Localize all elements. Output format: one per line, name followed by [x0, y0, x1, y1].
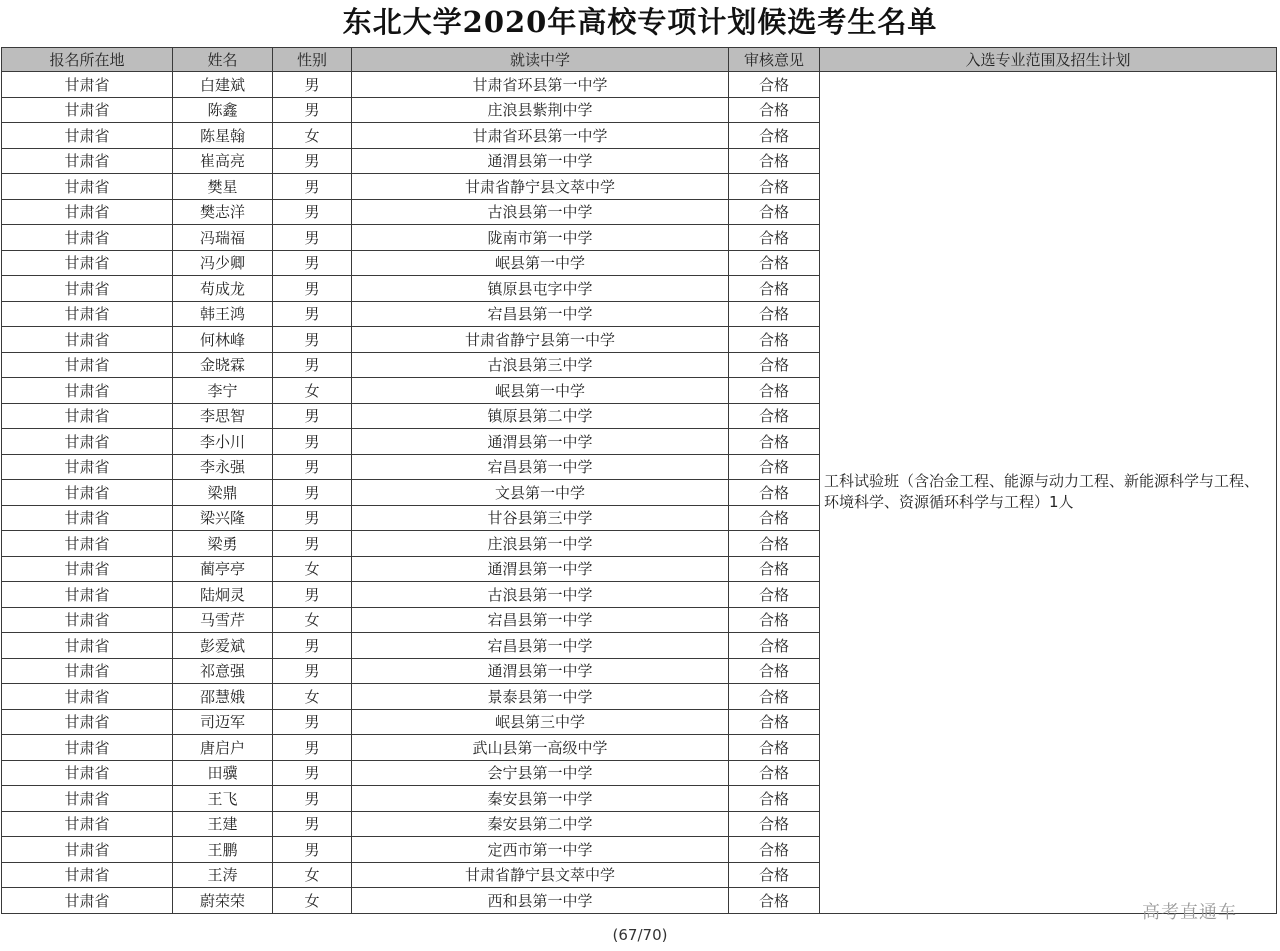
cell-name: 韩王鸿	[173, 301, 273, 327]
cell-school: 古浪县第一中学	[352, 199, 729, 225]
cell-location: 甘肃省	[2, 607, 173, 633]
cell-school: 通渭县第一中学	[352, 429, 729, 455]
cell-location: 甘肃省	[2, 454, 173, 480]
cell-location: 甘肃省	[2, 556, 173, 582]
cell-gender: 男	[273, 633, 352, 659]
cell-gender: 男	[273, 658, 352, 684]
cell-location: 甘肃省	[2, 531, 173, 557]
cell-review: 合格	[729, 658, 820, 684]
candidate-table	[1, 47, 1277, 914]
cell-name: 崔高亮	[173, 148, 273, 174]
cell-school: 宕昌县第一中学	[352, 607, 729, 633]
cell-gender: 女	[273, 684, 352, 710]
cell-location: 甘肃省	[2, 888, 173, 914]
cell-location: 甘肃省	[2, 148, 173, 174]
cell-school: 甘肃省静宁县文萃中学	[352, 174, 729, 200]
cell-plan: 工科试验班（含冶金工程、能源与动力工程、新能源科学与工程、环境科学、资源循环科学与工程）1人	[820, 72, 1277, 914]
cell-name: 王鹏	[173, 837, 273, 863]
cell-name: 陈星翰	[173, 123, 273, 149]
cell-location: 甘肃省	[2, 862, 173, 888]
cell-name: 冯瑞福	[173, 225, 273, 251]
page-title: 东北大学2020年高校专项计划候选考生名单	[342, 5, 938, 39]
cell-name: 马雪芹	[173, 607, 273, 633]
cell-gender: 男	[273, 429, 352, 455]
cell-review: 合格	[729, 531, 820, 557]
cell-name: 白建斌	[173, 72, 273, 98]
cell-review: 合格	[729, 607, 820, 633]
cell-gender: 女	[273, 888, 352, 914]
cell-gender: 女	[273, 378, 352, 404]
cell-gender: 男	[273, 276, 352, 302]
cell-review: 合格	[729, 684, 820, 710]
cell-school: 岷县第一中学	[352, 250, 729, 276]
cell-gender: 男	[273, 225, 352, 251]
cell-name: 唐启户	[173, 735, 273, 761]
cell-gender: 男	[273, 454, 352, 480]
header-gender: 性别	[273, 48, 352, 72]
table-row	[2, 72, 1277, 98]
header-location: 报名所在地	[2, 48, 173, 72]
cell-review: 合格	[729, 888, 820, 914]
cell-review: 合格	[729, 352, 820, 378]
cell-gender: 女	[273, 862, 352, 888]
cell-school: 西和县第一中学	[352, 888, 729, 914]
cell-school: 宕昌县第一中学	[352, 454, 729, 480]
cell-review: 合格	[729, 811, 820, 837]
cell-name: 苟成龙	[173, 276, 273, 302]
cell-review: 合格	[729, 97, 820, 123]
cell-location: 甘肃省	[2, 505, 173, 531]
cell-location: 甘肃省	[2, 403, 173, 429]
cell-review: 合格	[729, 454, 820, 480]
cell-gender: 男	[273, 480, 352, 506]
cell-name: 梁鼎	[173, 480, 273, 506]
cell-location: 甘肃省	[2, 429, 173, 455]
cell-gender: 男	[273, 148, 352, 174]
page-number: (67/70)	[612, 926, 668, 944]
cell-school: 武山县第一高级中学	[352, 735, 729, 761]
cell-name: 樊星	[173, 174, 273, 200]
cell-gender: 男	[273, 811, 352, 837]
cell-gender: 男	[273, 352, 352, 378]
cell-review: 合格	[729, 199, 820, 225]
cell-review: 合格	[729, 480, 820, 506]
cell-school: 宕昌县第一中学	[352, 633, 729, 659]
cell-gender: 男	[273, 786, 352, 812]
cell-school: 甘肃省环县第一中学	[352, 123, 729, 149]
cell-location: 甘肃省	[2, 760, 173, 786]
cell-review: 合格	[729, 760, 820, 786]
cell-gender: 男	[273, 735, 352, 761]
cell-gender: 男	[273, 837, 352, 863]
cell-review: 合格	[729, 250, 820, 276]
cell-review: 合格	[729, 123, 820, 149]
cell-location: 甘肃省	[2, 709, 173, 735]
cell-name: 金晓霖	[173, 352, 273, 378]
cell-review: 合格	[729, 72, 820, 98]
cell-location: 甘肃省	[2, 658, 173, 684]
cell-location: 甘肃省	[2, 72, 173, 98]
header-school: 就读中学	[352, 48, 729, 72]
cell-location: 甘肃省	[2, 276, 173, 302]
cell-school: 秦安县第一中学	[352, 786, 729, 812]
cell-review: 合格	[729, 633, 820, 659]
cell-review: 合格	[729, 403, 820, 429]
cell-review: 合格	[729, 735, 820, 761]
header-plan: 入选专业范围及招生计划	[820, 48, 1277, 72]
cell-location: 甘肃省	[2, 199, 173, 225]
cell-school: 岷县第一中学	[352, 378, 729, 404]
cell-location: 甘肃省	[2, 811, 173, 837]
cell-name: 王建	[173, 811, 273, 837]
cell-review: 合格	[729, 174, 820, 200]
cell-gender: 男	[273, 250, 352, 276]
cell-location: 甘肃省	[2, 378, 173, 404]
cell-gender: 男	[273, 301, 352, 327]
cell-review: 合格	[729, 429, 820, 455]
cell-name: 田骥	[173, 760, 273, 786]
cell-name: 李思智	[173, 403, 273, 429]
cell-location: 甘肃省	[2, 582, 173, 608]
cell-school: 通渭县第一中学	[352, 556, 729, 582]
cell-school: 岷县第三中学	[352, 709, 729, 735]
cell-name: 蔺亭亭	[173, 556, 273, 582]
cell-gender: 男	[273, 199, 352, 225]
cell-school: 镇原县屯字中学	[352, 276, 729, 302]
cell-gender: 男	[273, 174, 352, 200]
cell-location: 甘肃省	[2, 480, 173, 506]
cell-name: 陈鑫	[173, 97, 273, 123]
cell-name: 梁勇	[173, 531, 273, 557]
cell-gender: 男	[273, 709, 352, 735]
cell-name: 彭爱斌	[173, 633, 273, 659]
cell-school: 庄浪县第一中学	[352, 531, 729, 557]
cell-location: 甘肃省	[2, 174, 173, 200]
cell-school: 陇南市第一中学	[352, 225, 729, 251]
cell-gender: 女	[273, 123, 352, 149]
cell-name: 王涛	[173, 862, 273, 888]
cell-location: 甘肃省	[2, 301, 173, 327]
cell-name: 樊志洋	[173, 199, 273, 225]
cell-name: 陆炯灵	[173, 582, 273, 608]
cell-school: 会宁县第一中学	[352, 760, 729, 786]
cell-gender: 男	[273, 327, 352, 353]
cell-location: 甘肃省	[2, 225, 173, 251]
header-name: 姓名	[173, 48, 273, 72]
cell-location: 甘肃省	[2, 684, 173, 710]
cell-review: 合格	[729, 786, 820, 812]
cell-location: 甘肃省	[2, 327, 173, 353]
cell-gender: 男	[273, 97, 352, 123]
cell-name: 王飞	[173, 786, 273, 812]
cell-school: 甘肃省环县第一中学	[352, 72, 729, 98]
cell-name: 何林峰	[173, 327, 273, 353]
cell-review: 合格	[729, 837, 820, 863]
cell-location: 甘肃省	[2, 352, 173, 378]
cell-location: 甘肃省	[2, 837, 173, 863]
cell-location: 甘肃省	[2, 633, 173, 659]
cell-location: 甘肃省	[2, 250, 173, 276]
cell-gender: 女	[273, 607, 352, 633]
cell-review: 合格	[729, 582, 820, 608]
cell-review: 合格	[729, 709, 820, 735]
cell-review: 合格	[729, 862, 820, 888]
watermark-text: 高考直通车	[1142, 902, 1237, 923]
cell-school: 文县第一中学	[352, 480, 729, 506]
cell-review: 合格	[729, 276, 820, 302]
cell-name: 冯少卿	[173, 250, 273, 276]
cell-school: 甘肃省静宁县文萃中学	[352, 862, 729, 888]
cell-location: 甘肃省	[2, 735, 173, 761]
cell-school: 古浪县第三中学	[352, 352, 729, 378]
cell-school: 镇原县第二中学	[352, 403, 729, 429]
cell-school: 定西市第一中学	[352, 837, 729, 863]
cell-name: 李小川	[173, 429, 273, 455]
cell-name: 蔚荣荣	[173, 888, 273, 914]
cell-review: 合格	[729, 301, 820, 327]
cell-review: 合格	[729, 378, 820, 404]
cell-name: 祁意强	[173, 658, 273, 684]
cell-school: 古浪县第一中学	[352, 582, 729, 608]
cell-name: 司迈军	[173, 709, 273, 735]
cell-school: 宕昌县第一中学	[352, 301, 729, 327]
cell-gender: 男	[273, 531, 352, 557]
cell-school: 秦安县第二中学	[352, 811, 729, 837]
cell-location: 甘肃省	[2, 123, 173, 149]
cell-review: 合格	[729, 556, 820, 582]
cell-name: 李永强	[173, 454, 273, 480]
table-body	[2, 72, 1277, 914]
cell-school: 通渭县第一中学	[352, 148, 729, 174]
cell-review: 合格	[729, 225, 820, 251]
cell-gender: 女	[273, 556, 352, 582]
cell-review: 合格	[729, 148, 820, 174]
cell-gender: 男	[273, 505, 352, 531]
cell-location: 甘肃省	[2, 97, 173, 123]
cell-school: 景泰县第一中学	[352, 684, 729, 710]
cell-gender: 男	[273, 72, 352, 98]
cell-name: 邵慧娥	[173, 684, 273, 710]
cell-review: 合格	[729, 505, 820, 531]
cell-gender: 男	[273, 582, 352, 608]
cell-review: 合格	[729, 327, 820, 353]
header-review: 审核意见	[729, 48, 820, 72]
cell-location: 甘肃省	[2, 786, 173, 812]
cell-name: 李宁	[173, 378, 273, 404]
cell-name: 梁兴隆	[173, 505, 273, 531]
cell-school: 甘谷县第三中学	[352, 505, 729, 531]
cell-gender: 男	[273, 760, 352, 786]
cell-school: 通渭县第一中学	[352, 658, 729, 684]
cell-gender: 男	[273, 403, 352, 429]
cell-school: 庄浪县紫荆中学	[352, 97, 729, 123]
cell-school: 甘肃省静宁县第一中学	[352, 327, 729, 353]
table-header-row	[2, 48, 1277, 72]
